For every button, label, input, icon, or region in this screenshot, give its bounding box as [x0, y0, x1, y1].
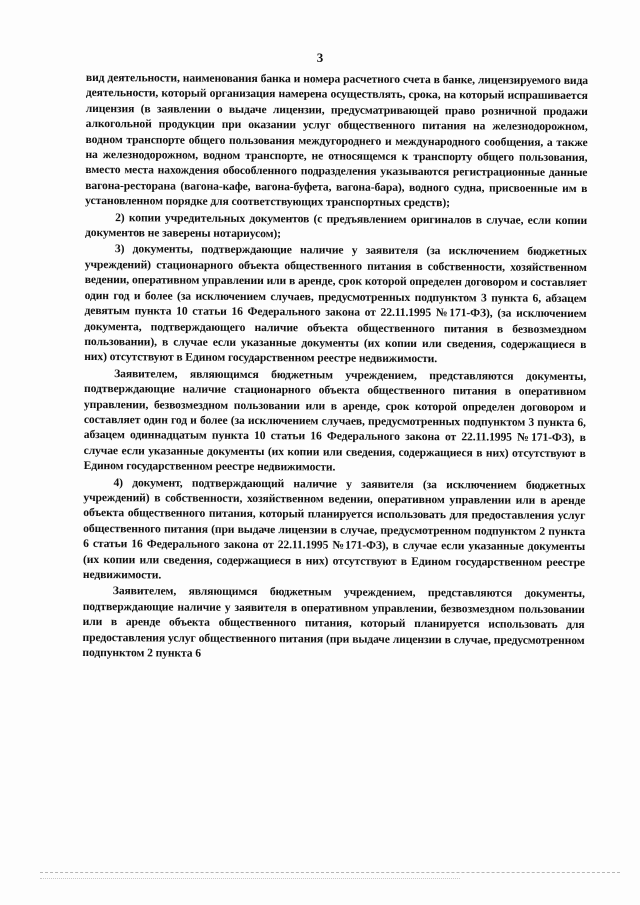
paragraph-item-2: 2) копии учредительных документов (с предъявлением оригиналов в случае, если копии документов не заверены нотариусом); [84, 210, 588, 241]
paragraph-budget-institutions-1: Заявителем, являющимся бюджетным учреждением, представляются документы, подтверждающие наличие стационарного объекта общественного питания в оперативном управлении, безвозмездном пользовании или в аренде, срок которой определен договором и составляет один год и более (за исключением случаев, предусмотренных подпунктом 3 пункта 6, абзацем одиннадцатым пункта 10 статьи 16 Федерального закона от 22.11.1995 №171-ФЗ), в случае если указанные документы (их копии или сведения, содержащиеся в них) отсутствуют в Едином государственном реестре недвижимости. [83, 366, 587, 474]
document-body [82, 70, 588, 663]
paragraph-item-4: 4) документ, подтверждающий наличие у заявителя (за исключением бюджетных учреждений) в собственности, хозяйственном ведении, оперативном управлении или в аренде объекта общественного питания, который планируется использовать для предоставления услуг общественного питания (при выдаче лицензии в случае, предусмотренном подпунктом 2 пункта 6 статьи 16 Федерального закона от 22.11.1995 №171-ФЗ), в случае если указанные документы (их копии или сведения, содержащиеся в них) отсутствуют в Едином государственном реестре недвижимости. [82, 475, 586, 582]
paragraph-item-3: 3) документы, подтверждающие наличие у заявителя (за исключением бюджетных учреждений) стационарного объекта общественного питания в собственности, хозяйственном ведении, оперативном управлении или в аренде, срок которой определен договором и составляет один год и более (за исключением случаев, предусмотренных подпунктом 3 пункта 6, абзацем девятым пункта 10 статьи 16 Федерального закона от 22.11.1995 №171-ФЗ), (за исключением документа, подтверждающего наличие объекта общественного питания в безвозмездном пользовании), в случае если указанные документы (их копии или сведения, содержащиеся в них) отсутствуют в Едином государственном реестре недвижимости. [84, 242, 587, 366]
paragraph-continuation: вид деятельности, наименования банка и номера расчетного счета в банке, лицензируемого вида деятельности, который организация намерена осуществлять, срока, на который испрашивается лицензия (в заявлении о выдаче лицензии, предусматривающей право розничной продажи алкогольной продукции при оказании услуг общественного питания на железнодорожном, водном транспорте общего пользования междугороднего и международного сообщения, а также на железнодорожном, водном транспорте, не относящемся к транспорту общего пользования, вместо места нахождения обособленного подразделения указываются регистрационные данные вагона-ресторана (вагона-кафе, вагона-буфета, вагона-бара), водного судна, присвоенные им в установленном порядке для соответствующих транспортных средств); [85, 70, 588, 210]
page-number: 3 [316, 50, 324, 65]
scan-artifact-line [40, 878, 460, 885]
paragraph-budget-institutions-2: Заявителем, являющимся бюджетным учреждением, представляются документы, подтверждающие наличие у заявителя в оперативном управлении, безвозмездном пользовании или в аренде объекта общественного питания, который планируется использовать для предоставления услуг общественного питания (при выдаче лицензии в случае, предусмотренном подпунктом 2 пункта 6 [82, 584, 585, 660]
